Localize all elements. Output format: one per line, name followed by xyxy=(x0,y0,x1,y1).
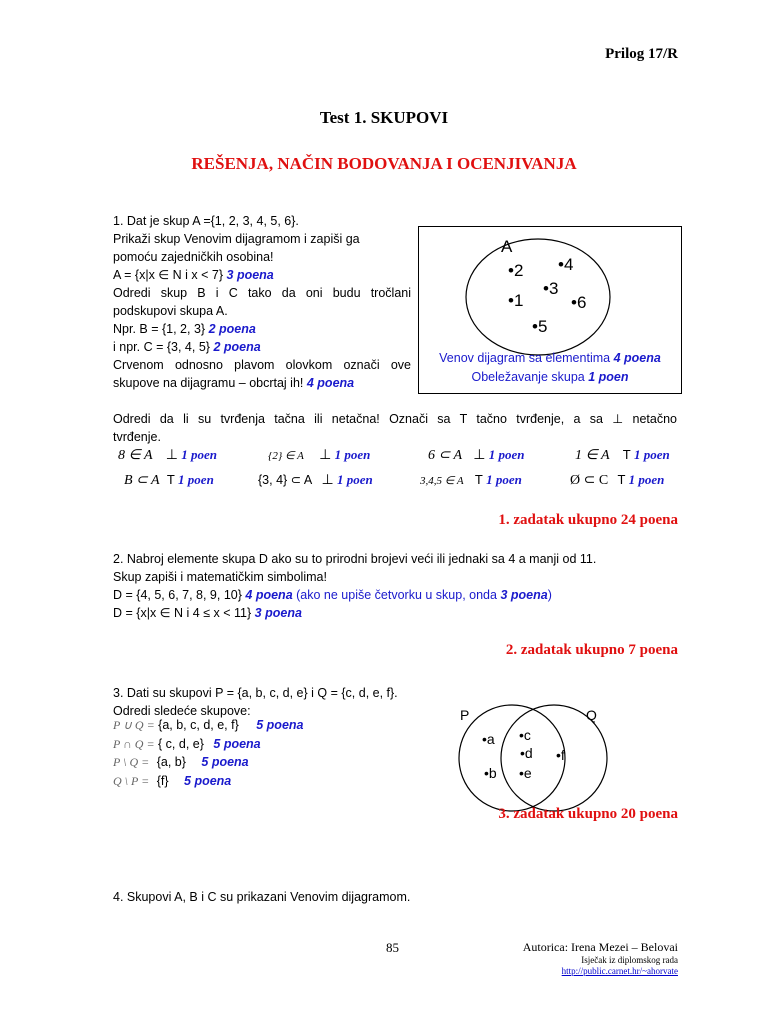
venn-diagram-a xyxy=(419,227,681,393)
set-b-example: Npr. B = {1, 2, 3} xyxy=(113,322,206,336)
venn-element: •f xyxy=(556,747,565,763)
note: (ako ne upiše četvorku u skup, onda xyxy=(296,588,497,602)
points: 3 poena xyxy=(500,588,548,602)
author-credit: Autorica: Irena Mezei – Belovai xyxy=(522,940,678,954)
statement-mark: T xyxy=(622,447,631,462)
venn-element: •6 xyxy=(571,293,587,312)
statement-expr: {2} ∈ A xyxy=(268,450,304,462)
set-d-listing: D = {4, 5, 6, 7, 8, 9, 10} xyxy=(113,588,242,602)
task1-line4 xyxy=(113,266,274,284)
statement-expr: 1 ∈ A xyxy=(575,448,610,463)
operation-result: {a, b, c, d, e, f} xyxy=(158,718,239,732)
points: 1 poen xyxy=(633,447,670,462)
task3-line1: 3. Dati su skupovi P = {a, b, c, d, e} i Q = {c, d, e, f}. xyxy=(113,686,398,700)
prilog-label: Prilog 17/R xyxy=(605,46,678,62)
statement-expr: Ø ⊂ C xyxy=(570,473,609,488)
set-c-example: i npr. C = {3, 4, 5} xyxy=(113,340,210,354)
statement-expr: {3, 4} ⊂ A xyxy=(258,473,313,487)
task2-line3 xyxy=(113,586,552,604)
points: 1 poen xyxy=(488,447,525,462)
set-q-label: Q xyxy=(586,707,597,723)
points: 5 poena xyxy=(184,774,232,788)
venn-element: •d xyxy=(520,745,533,761)
task2-line4 xyxy=(113,604,302,622)
set-p-circle xyxy=(459,705,565,811)
venn-element: •4 xyxy=(558,255,574,274)
operation-result: { c, d, e} xyxy=(158,737,204,751)
set-a-definition: A = {x|x ∈ N i x < 7} xyxy=(113,268,224,282)
venn-caption-1 xyxy=(419,351,681,365)
points: 5 poena xyxy=(201,755,249,769)
venn-element: •e xyxy=(519,765,532,781)
venn-element: •b xyxy=(484,765,497,781)
points: 1 poen xyxy=(336,472,373,487)
task1-line8 xyxy=(113,338,261,356)
statement xyxy=(575,447,670,464)
page-title: Test 1. SKUPOVI xyxy=(319,108,449,127)
points: 3 poena xyxy=(254,606,302,620)
venn-element: •3 xyxy=(543,279,559,298)
points: 2 poena xyxy=(208,322,256,336)
statement-mark: ⊥ xyxy=(473,448,486,463)
task1-line6: podskupovi skupa A. xyxy=(113,304,228,318)
points: 1 poen xyxy=(628,472,665,487)
operation-result: {a, b} xyxy=(156,755,186,769)
operation-result: {f} xyxy=(156,774,169,788)
operation: P ∩ Q = xyxy=(113,737,155,751)
truth-instruction-1: Odredi da li su tvrđenja tačna ili netačna! Označi sa T tačno tvrđenje, a sa ⊥ netačno xyxy=(113,412,677,426)
set-operation xyxy=(113,716,304,734)
operation: P \ Q = xyxy=(113,755,150,769)
points: 3 poena xyxy=(226,268,274,282)
venn-element: •5 xyxy=(532,317,548,336)
task1-line2: Prikaži skup Venovim dijagramom i zapiši ga xyxy=(113,232,360,246)
set-a-label: A xyxy=(501,237,513,256)
statement-mark: T xyxy=(474,472,483,487)
source-note: Isječak iz diplomskog rada xyxy=(581,955,678,965)
venn-element: •c xyxy=(519,727,531,743)
task4-line1: 4. Skupovi A, B i C su prikazani Venovim dijagramom. xyxy=(113,890,411,904)
page-subtitle: REŠENJA, NAČIN BODOVANJA I OCENJIVANJA xyxy=(191,154,577,173)
statement xyxy=(268,447,370,464)
set-operation xyxy=(113,753,249,771)
statement xyxy=(258,472,373,489)
task1-line1: 1. Dat je skup A ={1, 2, 3, 4, 5, 6}. xyxy=(113,214,299,228)
points: 1 poen xyxy=(588,370,629,384)
points: 4 poena xyxy=(306,376,355,390)
task1-line5: Odredi skup B i C tako da oni budu tročlani xyxy=(113,286,411,300)
truth-instruction-2: tvrđenje. xyxy=(113,430,161,444)
task1-line7 xyxy=(113,320,256,338)
points: 1 poen xyxy=(181,447,217,462)
points: 1 poen xyxy=(334,447,371,462)
task1-line10 xyxy=(113,374,354,392)
statement-expr: 6 ⊂ A xyxy=(428,448,463,463)
operation: Q \ P = xyxy=(113,774,150,788)
page-number: 85 xyxy=(386,940,399,955)
statement xyxy=(420,472,522,489)
statement-expr: B ⊂ A xyxy=(124,473,160,488)
set-operation xyxy=(113,735,261,753)
venn-diagram-pq xyxy=(450,702,620,812)
caption-text: Obeležavanje skupa xyxy=(471,370,585,384)
statement xyxy=(118,447,217,464)
points: 4 poena xyxy=(245,588,293,602)
task2-total: 2. zadatak ukupno 7 poena xyxy=(505,642,678,658)
points: 5 poena xyxy=(256,718,304,732)
venn-caption-2 xyxy=(419,370,681,384)
points: 1 poen xyxy=(486,472,522,487)
operation: P ∪ Q = xyxy=(113,718,155,732)
set-operation xyxy=(113,772,231,790)
points: 2 poena xyxy=(213,340,261,354)
points: 5 poena xyxy=(213,737,261,751)
statement-expr: 3,4,5 ∈ A xyxy=(420,475,464,487)
venn-element: •1 xyxy=(508,291,524,310)
statement-mark: T xyxy=(617,472,626,487)
statement xyxy=(124,472,214,489)
statement xyxy=(570,472,664,489)
task2-line2: Skup zapiši i matematičkim simbolima! xyxy=(113,570,327,584)
set-d-definition: D = {x|x ∈ N i 4 ≤ x < 11} xyxy=(113,606,252,620)
statement-mark: T xyxy=(166,472,175,487)
note-close: ) xyxy=(547,588,552,602)
task1-line9: Crvenom odnosno plavom olovkom označi ove xyxy=(113,358,411,372)
set-a-circle xyxy=(466,239,610,355)
venn-element: •2 xyxy=(508,261,524,280)
set-p-label: P xyxy=(460,707,470,723)
source-link[interactable]: http://public.carnet.hr/~ahorvate xyxy=(561,966,678,976)
statement xyxy=(428,447,524,464)
statement-mark: ⊥ xyxy=(165,448,178,463)
task1-line3: pomoću zajedničkih osobina! xyxy=(113,250,274,264)
instruction: skupove na dijagramu – obcrtaj ih! xyxy=(113,376,304,390)
task3-line2: Odredi sledeće skupove: xyxy=(113,704,251,718)
points: 1 poen xyxy=(178,472,214,487)
statement-mark: ⊥ xyxy=(319,448,332,463)
venn-diagram-box-a xyxy=(418,226,682,394)
task2-line1: 2. Nabroj elemente skupa D ako su to prirodni brojevi veći ili jednaki sa 4 a manji od 11. xyxy=(113,552,597,566)
points: 4 poena xyxy=(613,351,661,365)
caption-text: Venov dijagram sa elementima xyxy=(439,351,611,365)
venn-element: •a xyxy=(482,731,495,747)
task3-total: 3. zadatak ukupno 20 poena xyxy=(498,806,678,822)
task1-total: 1. zadatak ukupno 24 poena xyxy=(498,512,678,528)
statement-expr: 8 ∈ A xyxy=(118,448,153,463)
statement-mark: ⊥ xyxy=(321,473,334,488)
